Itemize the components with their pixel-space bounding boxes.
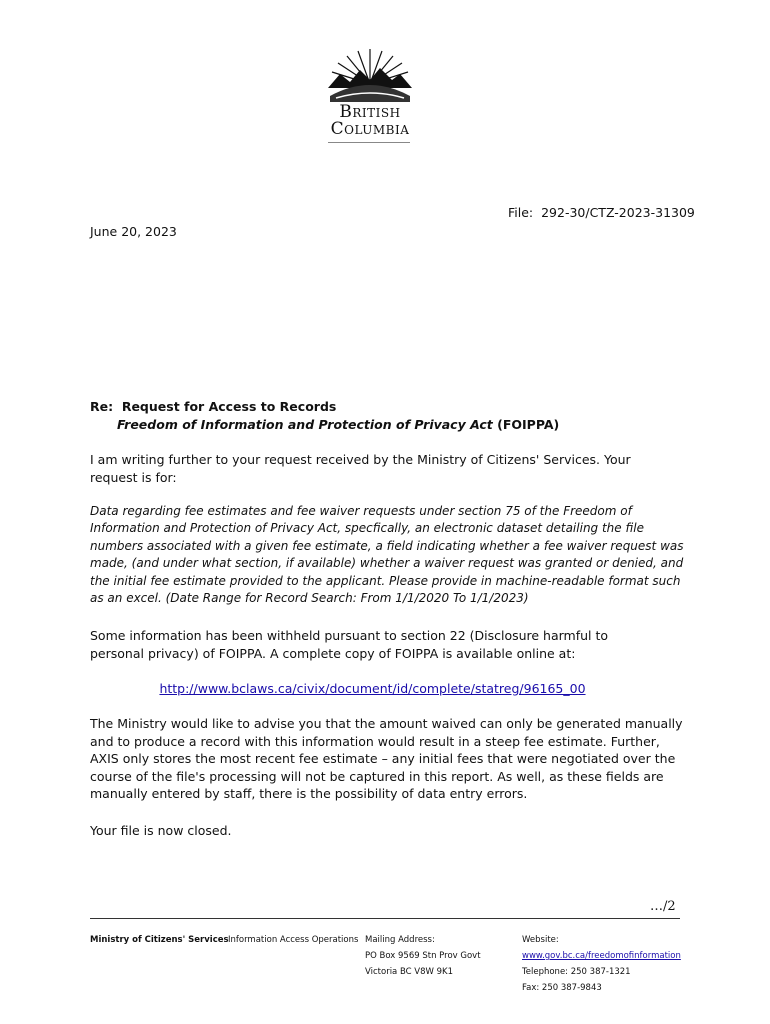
file-number: 292-30/CTZ-2023-31309 — [541, 205, 695, 220]
website-link[interactable]: www.gov.bc.ca/freedomofinformation — [522, 951, 681, 961]
letter-date: June 20, 2023 — [90, 224, 177, 239]
mailing-label: Mailing Address: — [365, 935, 435, 945]
file-label: File: — [508, 205, 534, 220]
footer-ministry: Ministry of Citizens' Services — [90, 935, 229, 945]
footer-mailing-address — [365, 932, 481, 980]
subject-title: Request for Access to Records — [121, 399, 337, 414]
closing-paragraph: Your file is now closed. — [90, 823, 232, 838]
subject-block — [90, 398, 690, 433]
footer-divider — [90, 918, 680, 919]
subject-line — [90, 398, 690, 416]
logo-text-british: British — [339, 102, 401, 122]
website-label: Website: — [522, 935, 559, 945]
file-reference — [508, 205, 695, 220]
logo-text-columbia: Columbia — [330, 119, 410, 139]
foippa-link-row — [0, 681, 770, 696]
withheld-paragraph: Some information has been withheld pursuant to section 22 (Disclosure harmful to personal privacy) of FOIPPA. A complete copy of FOIPPA is available online at: — [90, 628, 609, 661]
telephone: Telephone: 250 387-1321 — [522, 967, 631, 977]
act-name: Freedom of Information and Protection of Privacy Act — [117, 416, 493, 432]
foippa-link[interactable]: http://www.bclaws.ca/civix/document/id/complete/statreg/96165_00 — [159, 681, 586, 696]
footer-department: Information Access Operations — [228, 935, 359, 945]
fax: Fax: 250 387-9843 — [522, 983, 602, 993]
logo-divider — [328, 142, 410, 143]
advisory-paragraph: The Ministry would like to advise you that the amount waived can only be generated manually and to produce a record with this information would result in a steep fee estimate. Further, AXIS only stores the most recent fee estimate – any initial fees that were negotiated over the course of the file's processing will not be captured in this report. As well, as these fields are manually entered by staff, there is the possibility of data entry errors. — [90, 716, 683, 801]
page-continuation-marker: …/2 — [650, 899, 676, 914]
mailing-line-1: PO Box 9569 Stn Prov Govt — [365, 951, 481, 961]
act-abbrev: (FOIPPA) — [497, 416, 560, 432]
footer-contact — [522, 932, 681, 996]
request-quote: Data regarding fee estimates and fee waiver requests under section 75 of the Freedom of Information and Protection of Privacy Act, specfically, an electronic dataset detailing the file numbers associated with a given fee estimate, a field indicating whether a fee waiver request was made, (and under what section, if available) whether a waiver request was granted or denied, and the initial fee estimate provided to the applicant. Please provide in machine-readable format such as an excel. (Date Range for Record Search: From 1/1/2020 To 1/1/2023) — [90, 504, 684, 606]
intro-paragraph: I am writing further to your request received by the Ministry of Citizens' Services. Your request is for: — [90, 452, 631, 485]
mailing-line-2: Victoria BC V8W 9K1 — [365, 967, 454, 977]
act-line — [90, 416, 690, 434]
re-label: Re: — [90, 399, 114, 414]
